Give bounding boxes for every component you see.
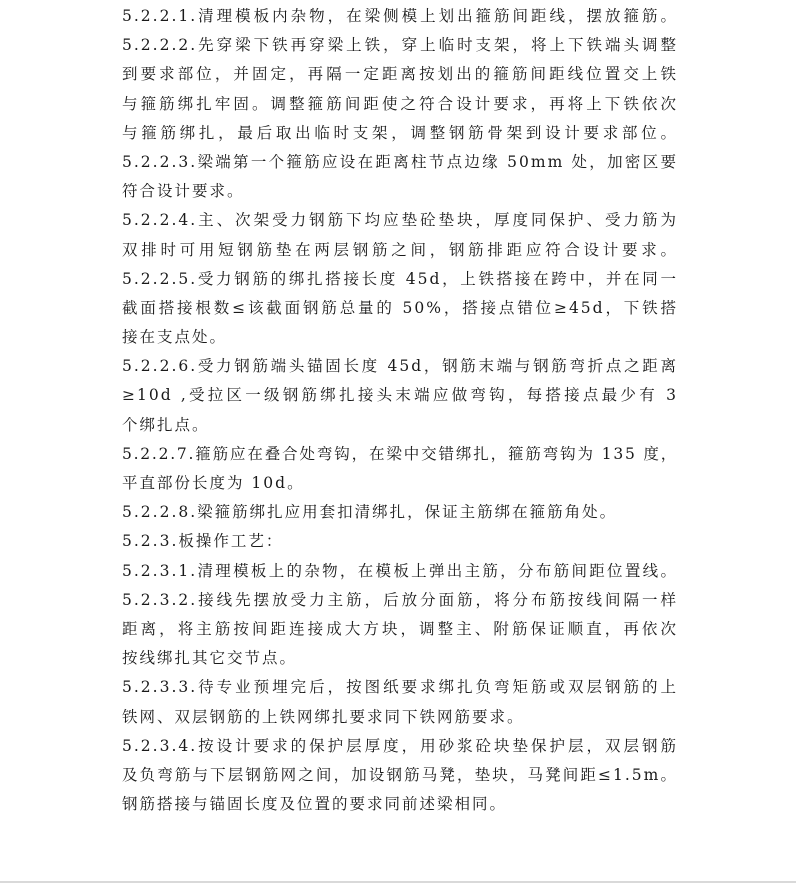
text-line: 到要求部位，并固定，再隔一定距离按划出的箍筋间距线位置交上铁	[122, 65, 678, 84]
text-line: 5.2.2.5.受力钢筋的绑扎搭接长度 45d，上铁搭接在跨中，并在同一	[122, 269, 678, 288]
text-line: 5.2.3.板操作工艺：	[122, 532, 284, 551]
text-line: 按线绑扎其它交节点。	[122, 649, 298, 668]
text-line: 接在支点处。	[122, 328, 228, 347]
text-line: 符合设计要求。	[122, 182, 245, 201]
text-line: 距离，将主筋按间距连接成大方块，调整主、附筋保证顺直，再依次	[122, 619, 678, 638]
text-line: 5.2.3.1.清理模板上的杂物，在模板上弹出主筋，分布筋间距位置线。	[122, 561, 678, 580]
text-line: 5.2.3.4.按设计要求的保护层厚度，用砂浆砼块垫保护层，双层钢筋	[122, 736, 678, 755]
text-line: 铁网、双层钢筋的上铁网绑扎要求同下铁网筋要求。	[122, 707, 525, 726]
text-line: ≥10d ,受拉区一级钢筋绑扎接头末端应做弯钩，每搭接点最少有 3	[122, 386, 678, 405]
text-line: 5.2.2.8.梁箍筋绑扎应用套扣清绑扎，保证主筋绑在箍筋角处。	[122, 503, 618, 522]
text-line: 5.2.2.3.梁端第一个箍筋应设在距离柱节点边缘 50mm 处，加密区要	[122, 152, 678, 171]
text-line: 与箍筋绑扎，最后取出临时支架，调整钢筋骨架到设计要求部位。	[122, 123, 678, 142]
document-body	[122, 2, 678, 819]
text-line: 5.2.3.2.接线先摆放受力主筋，后放分面筋，将分布筋按线间隔一样	[122, 590, 678, 609]
text-line: 个绑扎点。	[122, 415, 210, 434]
text-line: 5.2.2.1.清理模板内杂物，在梁侧模上划出箍筋间距线，摆放箍筋。	[122, 7, 678, 25]
text-line: 5.2.2.6.受力钢筋端头锚固长度 45d，钢筋末端与钢筋弯折点之距离	[122, 357, 678, 376]
text-line: 与箍筋绑扎牢固。调整箍筋间距使之符合设计要求，再将上下铁依次	[122, 94, 678, 113]
text-line: 5.2.3.3.待专业预埋完后，按图纸要求绑扎负弯矩筋或双层钢筋的上	[122, 678, 678, 697]
text-line: 5.2.2.2.先穿梁下铁再穿梁上铁，穿上临时支架，将上下铁端头调整	[122, 36, 678, 55]
text-line: 双排时可用短钢筋垫在两层钢筋之间，钢筋排距应符合设计要求。	[122, 240, 678, 259]
text-line: 5.2.2.7.箍筋应在叠合处弯钩，在梁中交错绑扎，箍筋弯钩为 135 度，	[122, 444, 678, 463]
text-line: 平直部份长度为 10d。	[122, 474, 305, 492]
text-line: 截面搭接根数≤该截面钢筋总量的 50%，搭接点错位≥45d，下铁搭	[122, 298, 678, 317]
text-line: 及负弯筋与下层钢筋网之间，加设钢筋马凳，垫块，马凳间距≤1.5m。	[122, 765, 678, 784]
text-line: 钢筋搭接与锚固长度及位置的要求同前述梁相同。	[122, 795, 508, 814]
text-line: 5.2.2.4.主、次架受力钢筋下均应垫砼垫块，厚度同保护、受力筋为	[122, 211, 678, 230]
